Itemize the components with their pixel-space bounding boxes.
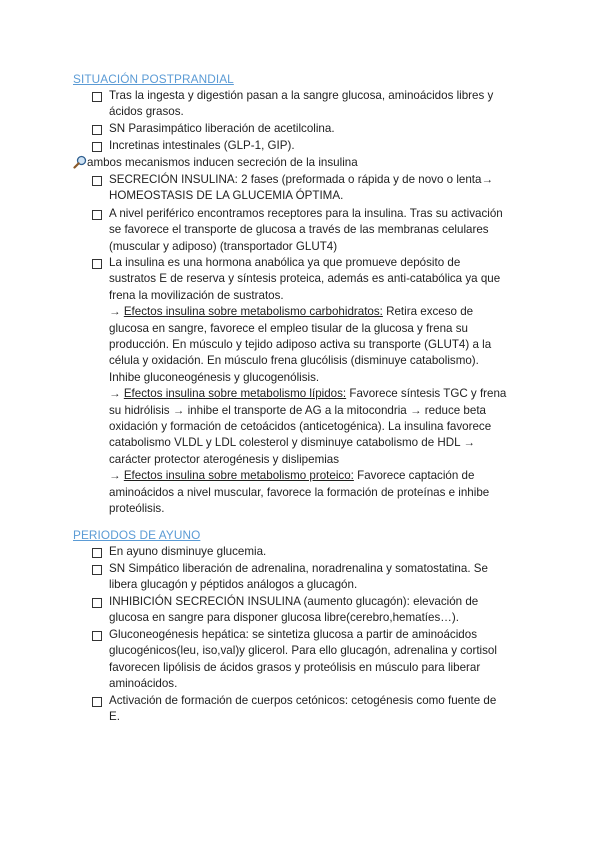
item-text-line: aminoácidos. [109,677,178,691]
checklist-item [92,172,528,205]
item-text-line: proteólisis. [109,502,165,516]
checklist-item [92,88,528,121]
item-text-line: SN Parasimpático liberación de acetilcolina. [109,122,335,135]
note-line [73,155,358,171]
checklist-item [92,693,528,726]
item-text-line: glucogénicos(leu, iso,val)y glicerol. Para ello glucagón, adrenalina y cortisol [109,644,497,658]
checklist-item [92,206,528,255]
item-text-line: Gluconeogénesis hepática: se sintetiza glucosa a partir de aminoácidos [109,628,477,641]
item-text-line: aminoácidos a nivel muscular, favorece la formación de proteínas e inhibe [109,485,490,499]
effects-lipids-line [109,386,528,402]
item-text-line: frena la movilización de sustratos. [109,288,284,302]
item-text-line: A nivel periférico encontramos receptores para la insulina. Tras su activación [109,207,503,220]
effects-carbohydrates-line [109,304,528,320]
item-text-line: Activación de formación de cuerpos cetónicos: cetogénesis como fuente de [109,694,497,707]
checklist-item [92,561,528,594]
effects-text: Favorece captación de [353,469,475,483]
checkbox[interactable] [92,210,102,220]
item-text-line: favorecen lipólisis de ácidos grasos y proteólisis en músculo para liberar [109,660,481,674]
checkbox[interactable] [92,548,102,558]
item-text-line: oxidación y formación de cetoácidos (anticetogénica). La insulina favorece [109,420,492,434]
item-text-line: INHIBICIÓN SECRECIÓN INSULINA (aumento glucagón): elevación de [109,595,479,608]
section-heading-postprandial: SITUACIÓN POSTPRANDIAL [73,72,234,86]
item-text-line: sustratos E de reserva y síntesis proteica, además es anti-catabólica ya que [109,272,501,286]
checkbox[interactable] [92,631,102,641]
item-text-line: (muscular y adiposo) (transportador GLUT4) [109,239,338,253]
checklist-item [92,627,528,693]
item-text-line: catabolismo VLDL y LDL colesterol y disminuye catabolismo de HDL → [109,436,476,450]
item-text-line: su hidrólisis → inhibe el transporte de AG a la mitocondria → reduce beta [109,403,486,417]
effects-text: Retira exceso de [382,305,474,319]
item-text-line: HOMEOSTASIS DE LA GLUCEMIA ÓPTIMA. [109,189,344,203]
checklist-item [92,121,528,137]
item-text-line: Tras la ingesta y digestión pasan a la sangre glucosa, aminoácidos libres y [109,89,494,102]
effects-carbohydrates-label: Efectos insulina sobre metabolismo carbohidratos: [123,305,383,319]
item-text-line: carácter protector aterogénesis y dislipemias [109,452,340,466]
arrow-symbol: → [109,387,124,401]
item-text-line: La insulina es una hormona anabólica ya que promueve depósito de [109,256,461,269]
item-text-line: ácidos grasos. [109,105,184,119]
item-text-line: E. [109,710,120,724]
checklist-item [92,255,528,518]
checkbox[interactable] [92,176,102,186]
item-text-line: glucosa en sangre para disponer glucosa libre(cerebro,hematíes…). [109,611,459,625]
item-text-line: producción. En músculo y tejido adiposo activa su transporte (GLUT4) a la [109,338,492,352]
effects-proteins-label: Efectos insulina sobre metabolismo proteico: [123,469,354,483]
arrow-symbol: → [109,469,124,483]
checklist-item [92,594,528,627]
effects-text: Favorece síntesis TGC y frena [346,387,507,401]
checkbox[interactable] [92,125,102,135]
item-text-line: libera glucagón y péptidos análogos a glucagón. [109,578,358,592]
item-text-line: célula y oxidación. En músculo frena glucólisis (disminuye catabolismo). [109,354,479,368]
item-text-line: SECRECIÓN INSULINA: 2 fases (preformada o rápida y de novo o lenta→ [109,173,494,186]
checkbox[interactable] [92,565,102,575]
effects-proteins-line [109,468,528,484]
effects-lipids-label: Efectos insulina sobre metabolismo lípidos: [123,387,347,401]
note-text: ambos mecanismos inducen secreción de la insulina [87,156,358,169]
checkbox[interactable] [92,697,102,707]
magnifier-icon [73,155,87,169]
checkbox[interactable] [92,259,102,269]
section-heading-fasting: PERIODOS DE AYUNO [73,528,201,542]
item-text-line: En ayuno disminuye glucemia. [109,545,267,558]
checkbox[interactable] [92,92,102,102]
item-text-line: glucosa en sangre, favorece el empleo tisular de la glucosa y frena su [109,321,468,335]
item-text-line: se favorece el transporte de glucosa a través de las membranas celulares [109,223,489,237]
checklist-item [92,544,528,560]
checklist-item [92,138,528,154]
item-text-line: Incretinas intestinales (GLP-1, GIP). [109,139,295,152]
checkbox[interactable] [92,598,102,608]
item-text-line: SN Simpático liberación de adrenalina, noradrenalina y somatostatina. Se [109,562,488,575]
item-text-line: Inhibe gluconeogénesis y glucogenólisis. [109,370,320,384]
checkbox[interactable] [92,142,102,152]
arrow-symbol: → [109,305,124,319]
